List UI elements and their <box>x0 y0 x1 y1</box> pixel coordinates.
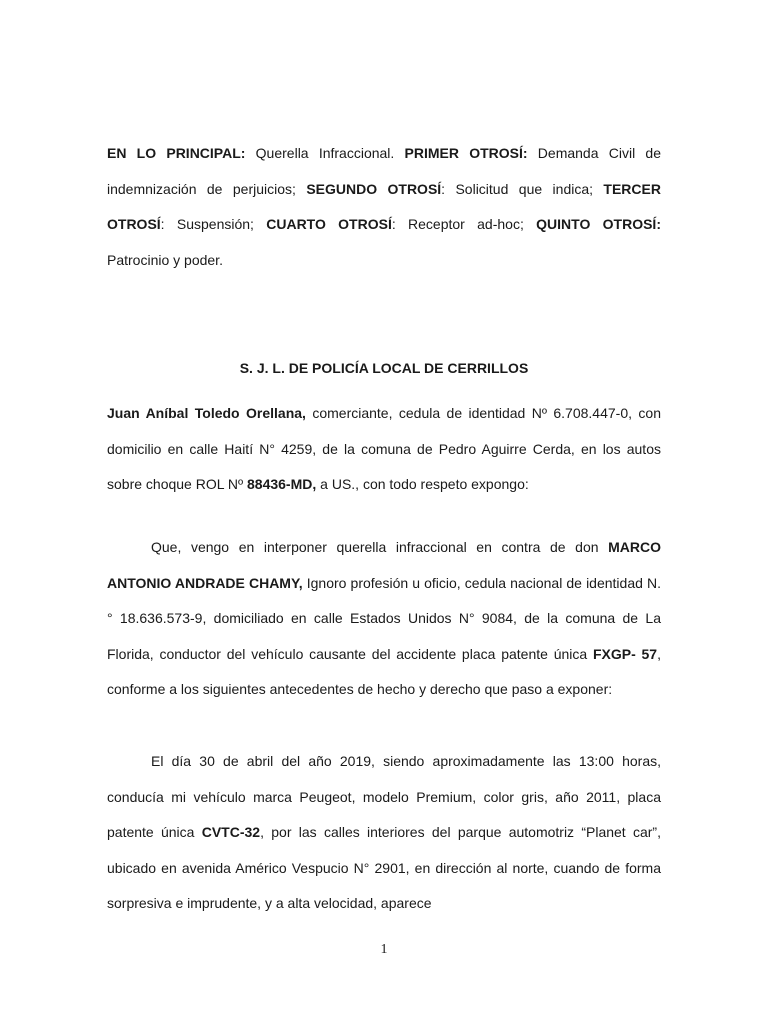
complaint-text-2: Ignoro profesión u oficio, cedula nacional de identidad N.° 18.636.573-9, domiciliado en calle Estados Unidos N° 9084, de la comuna de La Florida, conductor del vehículo causante del accidente placa patente única <box>107 574 661 662</box>
intro-text-2: a US., con todo respeto expongo: <box>316 476 529 493</box>
plaintiff-plate: CVTC-32 <box>201 824 261 841</box>
segundo-otrosi-label: SEGUNDO OTROSÍ <box>306 180 442 197</box>
rol-number: 88436-MD, <box>247 476 317 493</box>
page-number: 1 <box>380 942 388 957</box>
plaintiff-name: Juan Aníbal Toledo Orellana, <box>107 405 306 421</box>
summary-heading-block <box>107 136 661 278</box>
court-title: S. J. L. DE POLICÍA LOCAL DE CERRILLOS <box>239 360 529 376</box>
primer-otrosi-label: PRIMER OTROSÍ: <box>404 145 528 161</box>
segundo-otrosi-text: : Solicitud que indica; <box>441 180 604 197</box>
complaint-paragraph <box>107 530 661 708</box>
intro-text-1: comerciante, cedula de identidad Nº 6.708.447-0, con domicilio en calle Haití N° 4259, de la comuna de Pedro Aguirre Cerda, en los autos sobre choque ROL Nº <box>107 405 661 493</box>
primer-otrosi-text: Demanda Civil de indemnización de perjuicios; <box>107 145 661 197</box>
quinto-otrosi-label: QUINTO OTROSÍ: <box>536 216 661 233</box>
tercer-otrosi-text: : Suspensión; <box>160 216 267 233</box>
defendant-plate: FXGP- 57 <box>592 645 658 662</box>
facts-text-2: , por las calles interiores del parque automotriz “Planet car”, ubicado en avenida Américo Vespucio N° 2901, en dirección al norte, cuando de forma sorpresiva e imprudente, y a alta velocidad, aparece <box>107 824 661 912</box>
principal-label: EN LO PRINCIPAL: <box>107 145 246 161</box>
facts-text-1: El día 30 de abril del año 2019, siendo aproximadamente las 13:00 horas, conducía mi vehículo marca Peugeot, modelo Premium, color gris, año 2011, placa patente única <box>107 753 661 841</box>
complaint-text-1: Que, vengo en interponer querella infraccional en contra de don <box>151 539 609 555</box>
defendant-name: MARCO ANTONIO ANDRADE CHAMY, <box>107 539 661 591</box>
cuarto-otrosi-text: : Receptor ad-hoc; <box>391 216 537 233</box>
intro-paragraph <box>107 396 661 503</box>
facts-paragraph <box>107 744 661 922</box>
cuarto-otrosi-label: CUARTO OTROSÍ <box>266 216 392 233</box>
tercer-otrosi-label: TERCER OTROSÍ <box>107 180 661 233</box>
quinto-otrosi-text: Patrocinio y poder. <box>107 251 223 268</box>
principal-text: Querella Infraccional. <box>245 145 405 161</box>
complaint-text-3: , conforme a los siguientes antecedentes de hecho y derecho que paso a exponer: <box>107 645 661 698</box>
